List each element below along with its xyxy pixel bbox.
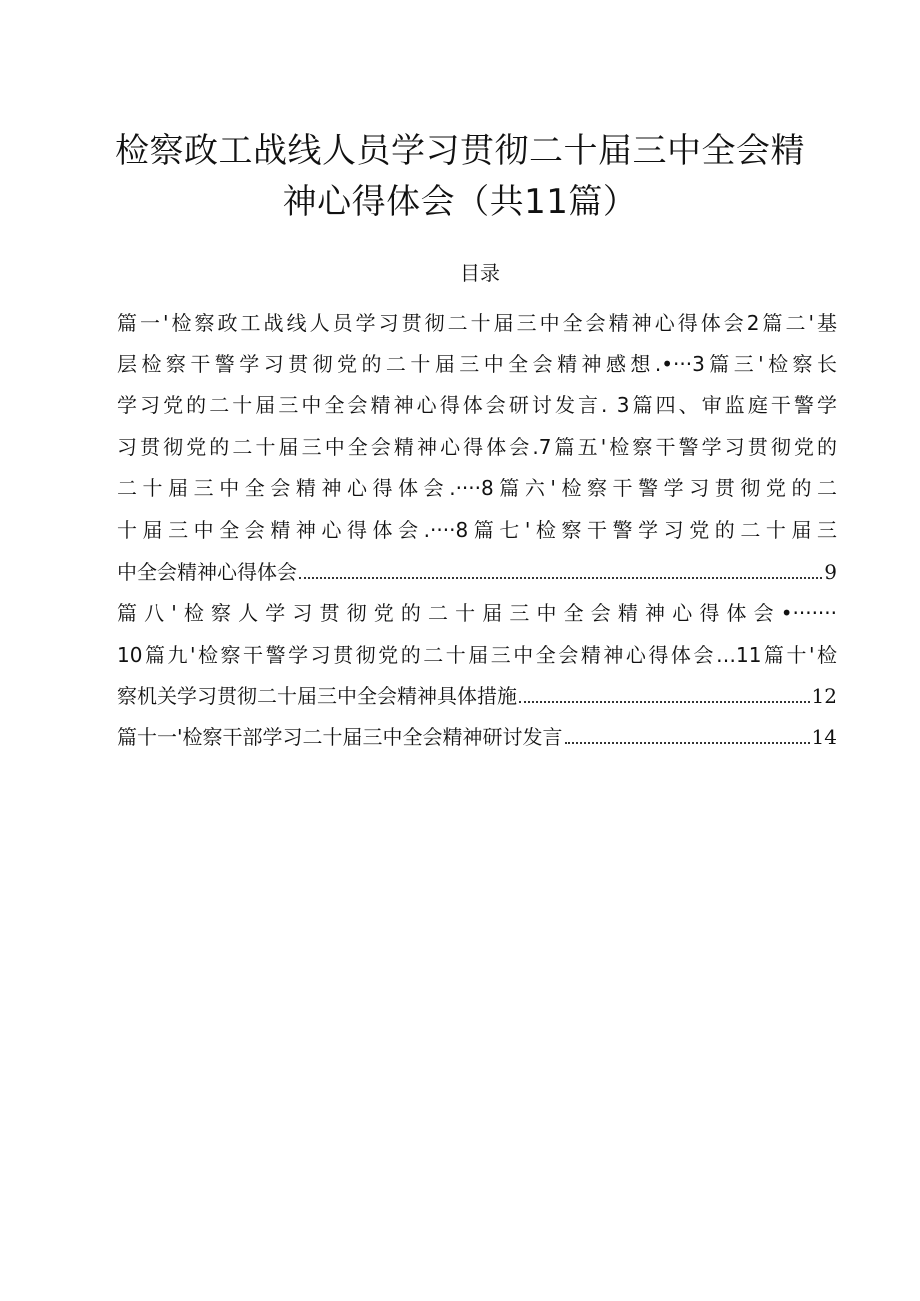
toc-entry-dotted[interactable] xyxy=(117,557,837,587)
toc-page-number: 9 xyxy=(824,560,837,584)
toc-entry-text: 中全会精神心得体会 xyxy=(117,560,297,584)
toc-line[interactable]: 10篇九'检察干警学习贯彻党的二十届三中全会精神心得体会…11篇十'检 xyxy=(117,643,837,667)
document-title-line-1: 检察政工战线人员学习贯彻二十届三中全会精 xyxy=(115,131,805,171)
toc-leader-dots xyxy=(565,742,810,744)
toc-page-number: 12 xyxy=(811,684,837,708)
toc-page-number: 14 xyxy=(811,725,837,749)
toc-entry-dotted[interactable] xyxy=(117,722,837,752)
toc-line[interactable]: 篇一'检察政工战线人员学习贯彻二十届三中全会精神心得体会2篇二'基 xyxy=(117,311,837,335)
toc-heading: 目录 xyxy=(460,261,500,285)
toc-leader-dots xyxy=(299,577,822,579)
toc-entry-text: 察机关学习贯彻二十届三中全会精神具体措施 xyxy=(117,684,517,708)
toc-line[interactable]: 学习党的二十届三中全会精神心得体会研讨发言. 3篇四、审监庭干警学 xyxy=(117,393,837,417)
toc-line[interactable]: 十届三中全会精神心得体会.····8篇七'检察干警学习党的二十届三 xyxy=(117,518,837,542)
toc-line[interactable]: 习贯彻党的二十届三中全会精神心得体会.7篇五'检察干警学习贯彻党的 xyxy=(117,435,837,459)
toc-line[interactable]: 篇八'检察人学习贯彻党的二十届三中全会精神心得体会•······· xyxy=(117,601,837,625)
toc-line[interactable]: 二十届三中全会精神心得体会.····8篇六'检察干警学习贯彻党的二 xyxy=(117,476,837,500)
toc-entry-text: 篇十一'检察干部学习二十届三中全会精神研讨发言 xyxy=(117,725,563,749)
toc-leader-dots xyxy=(519,701,810,703)
toc-entry-dotted[interactable] xyxy=(117,681,837,711)
document-title-line-2: 神心得体会（共11篇） xyxy=(282,182,638,222)
toc-line[interactable]: 层检察干警学习贯彻党的二十届三中全会精神感想.•···3篇三'检察长 xyxy=(117,352,837,376)
